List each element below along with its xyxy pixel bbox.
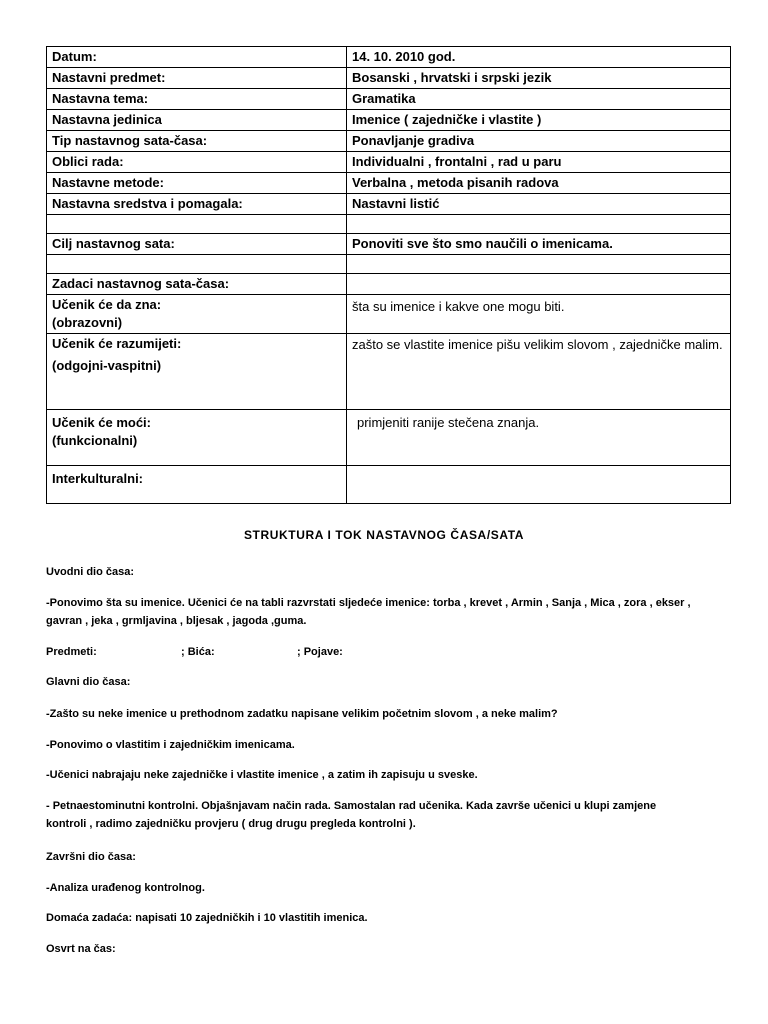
intro-paragraph xyxy=(46,594,736,630)
row-value: Bosanski , hrvatski i srpski jezik xyxy=(347,68,731,89)
table-row-empty xyxy=(47,215,731,234)
row-label xyxy=(47,255,347,274)
row-value: Gramatika xyxy=(347,89,731,110)
paragraph-line: gavran , jeka , grmljavina , bljesak , jagoda ,guma. xyxy=(46,615,307,627)
paragraph-line: -Ponovimo šta su imenice. Učenici će na tabli razvrstati sljedeće imenice: torba , krevet , Armin , Sanja , Mica , zora , ekser , xyxy=(46,597,691,609)
table-row xyxy=(47,89,731,110)
row-label xyxy=(47,410,347,466)
category-pojave: ; Pojave: xyxy=(297,646,343,658)
paragraph-line: - Petnaestominutni kontrolni. Objašnjavam način rada. Samostalan rad učenika. Kada završe učenici u klupi zamjene xyxy=(46,800,657,812)
row-label xyxy=(47,334,347,410)
row-label: Nastavne metode: xyxy=(47,173,347,194)
category-predmeti: Predmeti: xyxy=(46,646,97,658)
table-row xyxy=(47,194,731,215)
main-paragraph: -Zašto su neke imenice u prethodnom zadatku napisane velikim početnim slovom , a neke malim? xyxy=(46,708,558,720)
row-value-text: zašto se vlastite imenice pišu velikim slovom , zajedničke malim. xyxy=(352,337,723,352)
row-label: Oblici rada: xyxy=(47,152,347,173)
row-value xyxy=(347,295,731,334)
row-label-line: Učenik će da zna: xyxy=(52,297,162,312)
row-label: Nastavni predmet: xyxy=(47,68,347,89)
intro-heading: Uvodni dio časa: xyxy=(46,566,135,578)
closing-paragraph: -Analiza urađenog kontrolnog. xyxy=(46,882,205,894)
row-label: Cilj nastavnog sata: xyxy=(47,234,347,255)
row-label: Nastavna sredstva i pomagala: xyxy=(47,194,347,215)
row-label-line: Učenik će razumijeti: xyxy=(52,336,182,351)
table-row-empty xyxy=(47,255,731,274)
row-value: Ponoviti sve što smo naučili o imenicama. xyxy=(347,234,731,255)
table-row xyxy=(47,334,731,410)
row-label-line: (odgojni-vaspitni) xyxy=(52,358,162,373)
row-value xyxy=(347,274,731,295)
table-row xyxy=(47,466,731,504)
row-value: Imenice ( zajedničke i vlastite ) xyxy=(347,110,731,131)
homework-paragraph: Domaća zadaća: napisati 10 zajedničkih i 10 vlastitih imenica. xyxy=(46,912,368,924)
row-value: Ponavljanje gradiva xyxy=(347,131,731,152)
main-heading: Glavni dio časa: xyxy=(46,676,131,688)
row-label xyxy=(47,215,347,234)
row-value: Individualni , frontalni , rad u paru xyxy=(347,152,731,173)
row-label: Interkulturalni: xyxy=(47,466,347,504)
row-value: 14. 10. 2010 god. xyxy=(347,47,731,68)
table-row xyxy=(47,274,731,295)
table-row xyxy=(47,234,731,255)
review-heading: Osvrt na čas: xyxy=(46,943,116,955)
table-row xyxy=(47,295,731,334)
row-value: Nastavni listić xyxy=(347,194,731,215)
row-value xyxy=(347,255,731,274)
row-label: Nastavna tema: xyxy=(47,89,347,110)
table-row xyxy=(47,152,731,173)
lesson-plan-table xyxy=(46,46,731,504)
row-value-text: šta su imenice i kakve one mogu biti. xyxy=(352,299,565,314)
table-row xyxy=(47,131,731,152)
row-label-line: (funkcionalni) xyxy=(52,433,138,448)
row-label-line: (obrazovni) xyxy=(52,315,123,330)
row-value xyxy=(347,466,731,504)
main-paragraph xyxy=(46,797,736,833)
table-row xyxy=(47,410,731,466)
table-row xyxy=(47,68,731,89)
category-bica: ; Bića: xyxy=(181,646,215,658)
row-value xyxy=(347,410,731,466)
row-label-line: Učenik će moći: xyxy=(52,415,151,430)
categories-line xyxy=(46,643,736,661)
row-value: Verbalna , metoda pisanih radova xyxy=(347,173,731,194)
row-value-text: primjeniti ranije stečena znanja. xyxy=(357,415,540,430)
row-value xyxy=(347,215,731,234)
row-label: Nastavna jedinica xyxy=(47,110,347,131)
structure-title: STRUKTURA I TOK NASTAVNOG ČASA/SATA xyxy=(243,528,525,542)
table-row xyxy=(47,47,731,68)
row-label: Tip nastavnog sata-časa: xyxy=(47,131,347,152)
table-row xyxy=(47,110,731,131)
row-label: Datum: xyxy=(47,47,347,68)
paragraph-line: kontroli , radimo zajedničku provjeru ( drug drugu pregleda kontrolni ). xyxy=(46,818,416,830)
table-row xyxy=(47,173,731,194)
main-paragraph: -Ponovimo o vlastitim i zajedničkim imenicama. xyxy=(46,739,295,751)
closing-heading: Završni dio časa: xyxy=(46,851,136,863)
row-value xyxy=(347,334,731,410)
main-paragraph: -Učenici nabrajaju neke zajedničke i vlastite imenice , a zatim ih zapisuju u sveske. xyxy=(46,769,478,781)
row-label: Zadaci nastavnog sata-časa: xyxy=(47,274,347,295)
row-label xyxy=(47,295,347,334)
